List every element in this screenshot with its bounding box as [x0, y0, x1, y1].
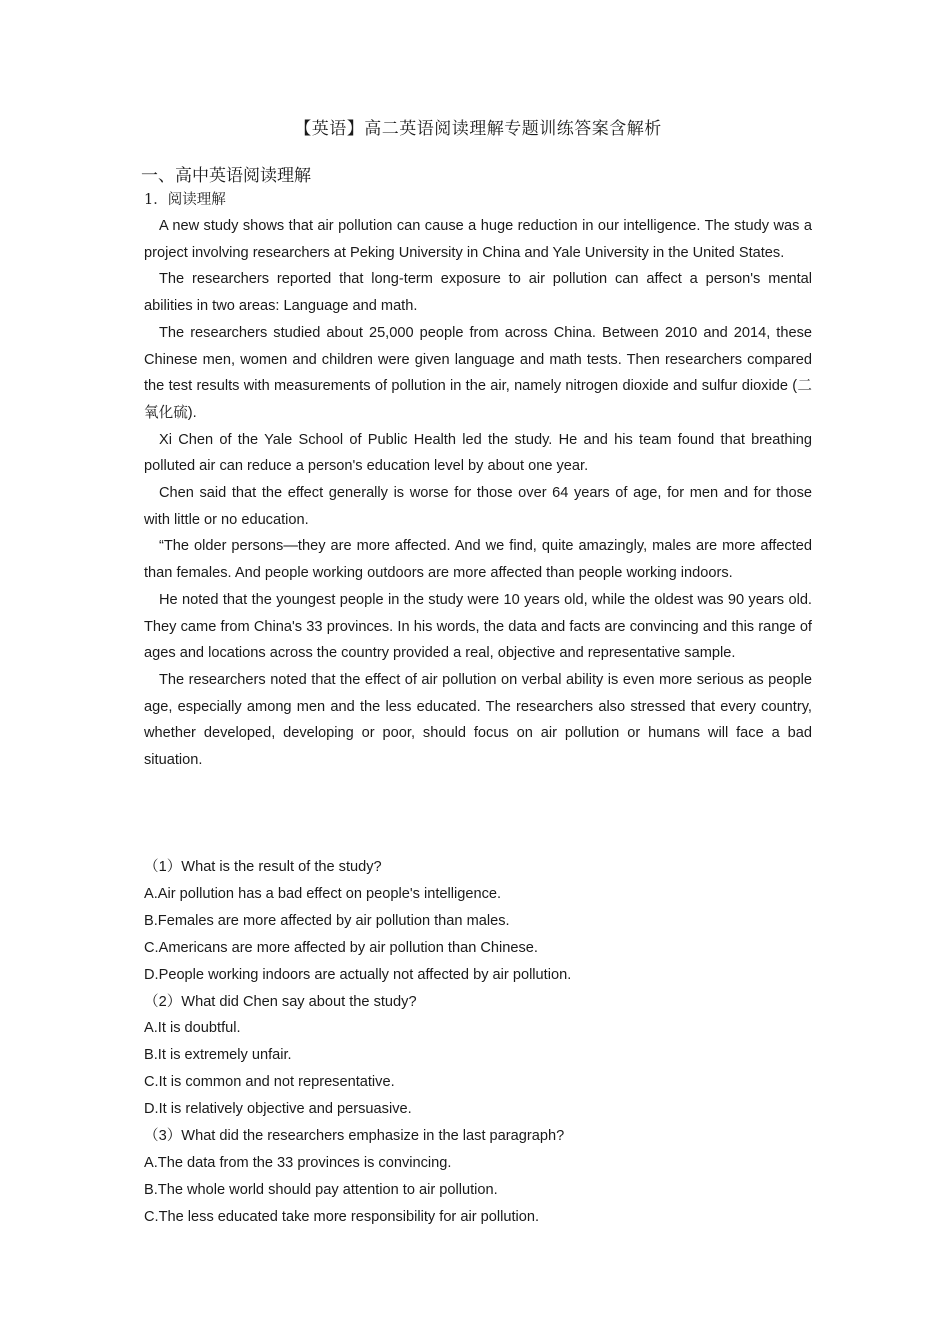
answer-option: C.Americans are more affected by air pollution than Chinese. [144, 939, 538, 956]
passage-paragraph: A new study shows that air pollution can cause a huge reduction in our intelligence. The study was a project involving researchers at Peking University in China and Yale University in the United States. [144, 218, 812, 261]
passage-paragraph: Chen said that the effect generally is worse for those over 64 years of age, for men and for those with little or no education. [144, 485, 812, 528]
question-stem: （2）What did Chen say about the study? [144, 993, 417, 1010]
reading-passage [144, 213, 812, 774]
answer-option: C.The less educated take more responsibility for air pollution. [144, 1208, 540, 1225]
question-stem: （1）What is the result of the study? [144, 859, 382, 875]
answer-option: A.The data from the 33 provinces is convincing. [144, 1154, 452, 1171]
answer-option: A.It is doubtful. [144, 1020, 241, 1037]
passage-paragraph: The researchers studied about 25,000 people from across China. Between 2010 and 2014, these Chinese men, women and children were given language and math tests. Then researchers compared the test results with measurements of pollution in the air, namely nitrogen dioxide and sulfur dioxide (二氧化硫). [144, 324, 812, 421]
passage-paragraph: Xi Chen of the Yale School of Public Health led the study. He and his team found that breathing polluted air can reduce a person's education level by about one year. [144, 431, 812, 475]
section-heading: 一、高中英语阅读理解 [141, 166, 311, 186]
passage-paragraph: The researchers reported that long-term exposure to air pollution can affect a person's mental abilities in two areas: Language and math. [144, 271, 812, 315]
question-number: 1．阅读理解 [144, 192, 226, 208]
passage-paragraph: “The older persons—they are more affected. And we find, quite amazingly, males are more affected than females. And people working outdoors are more affected than people working indoors. [144, 538, 812, 582]
answer-option: A.Air pollution has a bad effect on people's intelligence. [144, 885, 502, 902]
passage-paragraph: The researchers noted that the effect of air pollution on verbal ability is even more serious as people age, especially among men and the less educated. The researchers also stressed that every country, whether developed, developing or poor, should focus on air pollution or humans will face a bad situation. [144, 671, 812, 769]
question-stem: （3）What did the researchers emphasize in the last paragraph? [144, 1128, 565, 1145]
answer-option: B.Females are more affected by air pollution than males. [144, 912, 510, 929]
answer-option: B.It is extremely unfair. [144, 1047, 292, 1064]
answer-option: C.It is common and not representative. [144, 1074, 395, 1091]
questions-list [144, 854, 812, 1231]
answer-option: D.It is relatively objective and persuasive. [144, 1101, 412, 1118]
document-title: 【英语】高二英语阅读理解专题训练答案含解析 [294, 119, 662, 139]
answer-option: D.People working indoors are actually not affected by air pollution. [144, 966, 572, 983]
passage-paragraph: He noted that the youngest people in the study were 10 years old, while the oldest was 90 years old. They came from China's 33 provinces. In his words, the data and facts are convincing and this range of ages and locations across the country provided a real, objective and representative sample. [144, 591, 812, 662]
answer-option: B.The whole world should pay attention to air pollution. [144, 1181, 498, 1198]
